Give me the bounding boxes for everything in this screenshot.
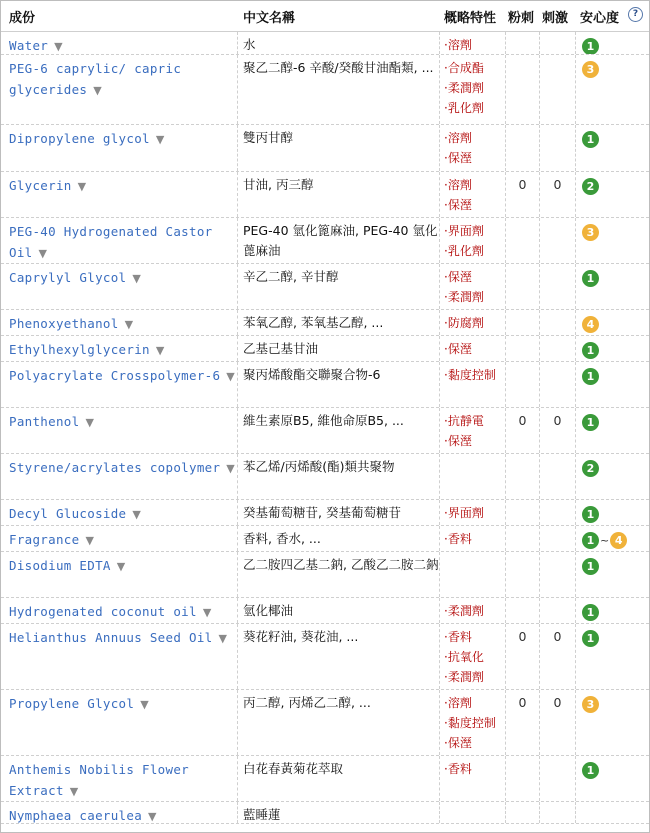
feature-tag[interactable]: ·溶劑 [444,696,472,710]
table-row [1,454,649,500]
table-row [1,802,649,824]
help-icon[interactable]: ? [628,7,643,22]
feature-cell [440,454,506,499]
ingredient-link[interactable]: Polyacrylate Crosspolymer-6 [9,368,221,383]
feature-cell [440,624,506,689]
chinese-name: 苯乙烯/丙烯酸(酯)類共聚物 [238,454,440,499]
feature-tag[interactable]: ·界面劑 [444,224,484,238]
ingredient-link[interactable]: Disodium EDTA [9,558,111,573]
feature-cell [440,598,506,623]
ingredient-link[interactable]: Nymphaea caerulea [9,808,143,823]
ingredient-cell [1,552,238,597]
expand-triangle-icon[interactable]: ▼ [116,560,126,573]
safety-cell [576,32,649,54]
safety-badge-max: 4 [610,532,627,549]
safety-cell [576,55,649,124]
irritation-value [540,756,576,801]
expand-triangle-icon[interactable]: ▼ [155,133,165,146]
safety-cell [576,756,649,801]
feature-cell [440,264,506,309]
acne-value [506,264,540,309]
ingredient-link[interactable]: Glycerin [9,178,72,193]
table-row [1,336,649,362]
acne-value [506,552,540,597]
ingredient-cell [1,598,238,623]
safety-cell [576,362,649,407]
safety-cell [576,264,649,309]
expand-triangle-icon[interactable]: ▼ [155,344,165,357]
safety-badge: 2 [582,178,599,195]
irritation-value [540,362,576,407]
table-header [1,1,649,32]
feature-cell [440,310,506,335]
chinese-name: 藍睡蓮 [238,802,440,823]
ingredient-cell [1,125,238,171]
chinese-name: 白花春黃菊花萃取 [238,756,440,801]
feature-cell [440,690,506,755]
table-row [1,218,649,264]
feature-cell [440,336,506,361]
acne-value: 0 [506,690,540,755]
safety-cell [576,500,649,525]
safety-badge: 1 [582,604,599,621]
feature-tag[interactable]: ·黏度控制 [444,368,496,382]
feature-tag[interactable]: ·香料 [444,630,472,644]
header-ingredient: 成份 [9,10,36,26]
safety-badge: 1 [582,38,599,54]
acne-value [506,55,540,124]
chinese-name: 香料, 香水, ... [238,526,440,551]
chinese-name: 葵花籽油, 葵花油, ... [238,624,440,689]
safety-cell [576,526,649,551]
ingredient-cell [1,55,238,124]
expand-triangle-icon[interactable]: ▼ [132,508,141,521]
irritation-value [540,454,576,499]
feature-tag[interactable]: ·抗靜電 [444,414,484,428]
safety-cell [576,336,649,361]
table-row [1,690,649,756]
ingredient-link[interactable]: Ethylhexylglycerin [9,342,150,357]
feature-cell [440,55,506,124]
header-irritation: 刺激 [542,10,569,26]
feature-tag[interactable]: ·保溼 [444,434,472,448]
chinese-name: 苯氧乙醇, 苯氧基乙醇, ... [238,310,440,335]
chinese-name: 乙二胺四乙基二鈉, 乙酸乙二胺二鈉 [238,552,440,597]
ingredient-link[interactable]: PEG-40 Hydrogenated Castor Oil [9,224,213,260]
safety-cell [576,218,649,263]
feature-cell [440,408,506,453]
table-row [1,264,649,310]
chinese-name: 雙丙甘醇 [238,125,440,171]
irritation-value [540,598,576,623]
ingredient-cell [1,362,238,407]
expand-triangle-icon[interactable]: ▼ [77,180,87,193]
chinese-name: 甘油, 丙三醇 [238,172,440,217]
expand-triangle-icon[interactable]: ▼ [148,810,157,823]
feature-tag[interactable]: ·合成酯 [444,61,484,75]
ingredient-link[interactable]: Hydrogenated coconut oil [9,604,197,619]
ingredient-link[interactable]: Fragrance [9,532,80,547]
table-row [1,756,649,802]
acne-value [506,500,540,525]
ingredient-link[interactable]: Styrene/acrylates copolymer [9,460,221,475]
safety-cell [576,310,649,335]
table-row [1,55,649,125]
irritation-value [540,526,576,551]
irritation-value [540,336,576,361]
irritation-value [540,310,576,335]
acne-value [506,336,540,361]
ingredient-cell [1,336,238,361]
chinese-name: 癸基葡萄糖苷, 癸基葡萄糖苷 [238,500,440,525]
irritation-value [540,802,576,823]
ingredient-link[interactable]: Dipropylene glycol [9,131,150,146]
chinese-name: 辛乙二醇, 辛甘醇 [238,264,440,309]
safety-cell [576,802,649,823]
acne-value [506,362,540,407]
ingredient-link[interactable]: Water [9,38,49,53]
safety-badge: 3 [582,61,599,78]
ingredient-cell [1,408,238,453]
feature-tag[interactable]: ·柔潤劑 [444,290,484,304]
safety-cell [576,624,649,689]
safety-badge: 1 [582,506,599,523]
feature-tag[interactable]: ·保溼 [444,270,472,284]
feature-tag[interactable]: ·界面劑 [444,506,484,520]
ingredient-link[interactable]: Decyl Glucoside [9,506,127,521]
feature-tag[interactable]: ·溶劑 [444,38,472,52]
table-row [1,362,649,408]
ingredient-cell [1,218,238,263]
feature-cell [440,756,506,801]
acne-value [506,598,540,623]
feature-tag[interactable]: ·黏度控制 [444,716,496,730]
safety-badge: 1 [582,630,599,647]
ingredient-link[interactable]: PEG-6 caprylic/ capric glycerides [9,61,182,97]
feature-tag[interactable]: ·溶劑 [444,178,472,192]
safety-cell [576,408,649,453]
expand-triangle-icon[interactable]: ▼ [226,370,235,383]
irritation-value [540,552,576,597]
expand-triangle-icon[interactable]: ▼ [85,416,94,429]
table-body [1,32,649,824]
ingredient-cell [1,756,238,801]
ingredient-cell [1,264,238,309]
acne-value [506,526,540,551]
feature-cell [440,526,506,551]
safety-badge: 1 [582,368,599,385]
irritation-value [540,55,576,124]
ingredient-cell [1,690,238,755]
chinese-name: 水 [238,32,440,54]
feature-tag[interactable]: ·抗氧化 [444,650,484,664]
safety-badge: 2 [582,460,599,477]
acne-value [506,32,540,54]
expand-triangle-icon[interactable]: ▼ [202,606,212,619]
ingredient-link[interactable]: Propylene Glycol [9,696,135,711]
expand-triangle-icon[interactable]: ▼ [132,272,141,285]
irritation-value: 0 [540,172,576,217]
safety-badge: 3 [582,224,599,241]
chinese-name: 氫化椰油 [238,598,440,623]
irritation-value [540,32,576,54]
chinese-name: 維生素原B5, 維他命原B5, ... [238,408,440,453]
feature-tag[interactable]: ·香料 [444,532,472,546]
table-row [1,500,649,526]
acne-value [506,454,540,499]
ingredient-cell [1,500,238,525]
safety-cell [576,125,649,171]
acne-value [506,802,540,823]
feature-cell [440,32,506,54]
feature-cell [440,125,506,171]
ingredient-link[interactable]: Helianthus Annuus Seed Oil [9,630,213,645]
ingredient-cell [1,310,238,335]
feature-tag[interactable]: ·香料 [444,762,472,776]
acne-value: 0 [506,172,540,217]
acne-value [506,756,540,801]
table-row [1,172,649,218]
feature-tag[interactable]: ·保溼 [444,151,472,165]
ingredient-link[interactable]: Phenoxyethanol [9,316,119,331]
feature-tag[interactable]: ·乳化劑 [444,244,484,258]
safety-badge: 1 [582,414,599,431]
ingredient-cell [1,32,238,54]
safety-badge: 1 [582,131,599,148]
ingredient-cell [1,802,238,823]
feature-tag[interactable]: ·保溼 [444,198,472,212]
ingredient-link[interactable]: Panthenol [9,414,80,429]
chinese-name: 聚乙二醇-6 辛酸/癸酸甘油酯類, ... [238,55,440,124]
chinese-name: 乙基己基甘油 [238,336,440,361]
safety-badge: 1 [582,558,599,575]
feature-cell [440,500,506,525]
acne-value [506,218,540,263]
safety-badge: 1 [582,342,599,359]
safety-cell [576,172,649,217]
chinese-name: 聚丙烯酸酯交聯聚合物-6 [238,362,440,407]
feature-cell [440,552,506,597]
feature-cell [440,172,506,217]
header-acne: 粉刺 [508,10,535,26]
acne-value: 0 [506,624,540,689]
range-separator: ~ [600,534,610,547]
expand-triangle-icon[interactable]: ▼ [226,462,235,475]
safety-cell [576,598,649,623]
chinese-name: PEG-40 氫化篦麻油, PEG-40 氫化蓖麻油 [238,218,440,263]
table-row [1,598,649,624]
expand-triangle-icon[interactable]: ▼ [54,40,63,53]
feature-tag[interactable]: ·溶劑 [444,131,472,145]
expand-triangle-icon[interactable]: ▼ [218,632,227,645]
header-chinese-name: 中文名稱 [243,10,296,26]
feature-tag[interactable]: ·防腐劑 [444,316,484,330]
feature-cell [440,218,506,263]
table-row [1,32,649,55]
table-row [1,310,649,336]
ingredient-link[interactable]: Anthemis Nobilis Flower Extract [9,762,189,798]
feature-tag[interactable]: ·柔潤劑 [444,604,484,618]
ingredient-cell [1,454,238,499]
table-row [1,125,649,172]
irritation-value [540,264,576,309]
safety-cell [576,552,649,597]
irritation-value [540,218,576,263]
ingredient-cell [1,526,238,551]
irritation-value: 0 [540,690,576,755]
safety-badge: 3 [582,696,599,713]
table-row [1,526,649,552]
safety-badge: 1 [582,270,599,287]
irritation-value: 0 [540,408,576,453]
irritation-value [540,500,576,525]
header-safety: 安心度 [580,10,620,26]
acne-value [506,310,540,335]
feature-cell [440,362,506,407]
expand-triangle-icon[interactable]: ▼ [85,534,94,547]
chinese-name: 丙二醇, 丙烯乙二醇, ... [238,690,440,755]
expand-triangle-icon[interactable]: ▼ [93,84,102,97]
safety-cell [576,454,649,499]
ingredient-cell [1,172,238,217]
safety-cell [576,690,649,755]
feature-tag[interactable]: ·柔潤劑 [444,81,484,95]
safety-badge: 1 [582,532,599,549]
irritation-value: 0 [540,624,576,689]
feature-tag[interactable]: ·保溼 [444,736,472,750]
feature-tag[interactable]: ·乳化劑 [444,101,484,115]
ingredient-cell [1,624,238,689]
feature-cell [440,802,506,823]
expand-triangle-icon[interactable]: ▼ [124,318,134,331]
irritation-value [540,125,576,171]
table-row [1,552,649,598]
table-row [1,408,649,454]
header-feature: 概略特性 [444,10,497,26]
expand-triangle-icon[interactable]: ▼ [140,698,149,711]
ingredient-link[interactable]: Caprylyl Glycol [9,270,127,285]
acne-value: 0 [506,408,540,453]
feature-tag[interactable]: ·保溼 [444,342,472,356]
safety-badge: 1 [582,762,599,779]
table-row [1,624,649,690]
safety-badge: 4 [582,316,599,333]
expand-triangle-icon[interactable]: ▼ [38,247,47,260]
acne-value [506,125,540,171]
feature-tag[interactable]: ·柔潤劑 [444,670,484,684]
expand-triangle-icon[interactable]: ▼ [69,785,79,798]
